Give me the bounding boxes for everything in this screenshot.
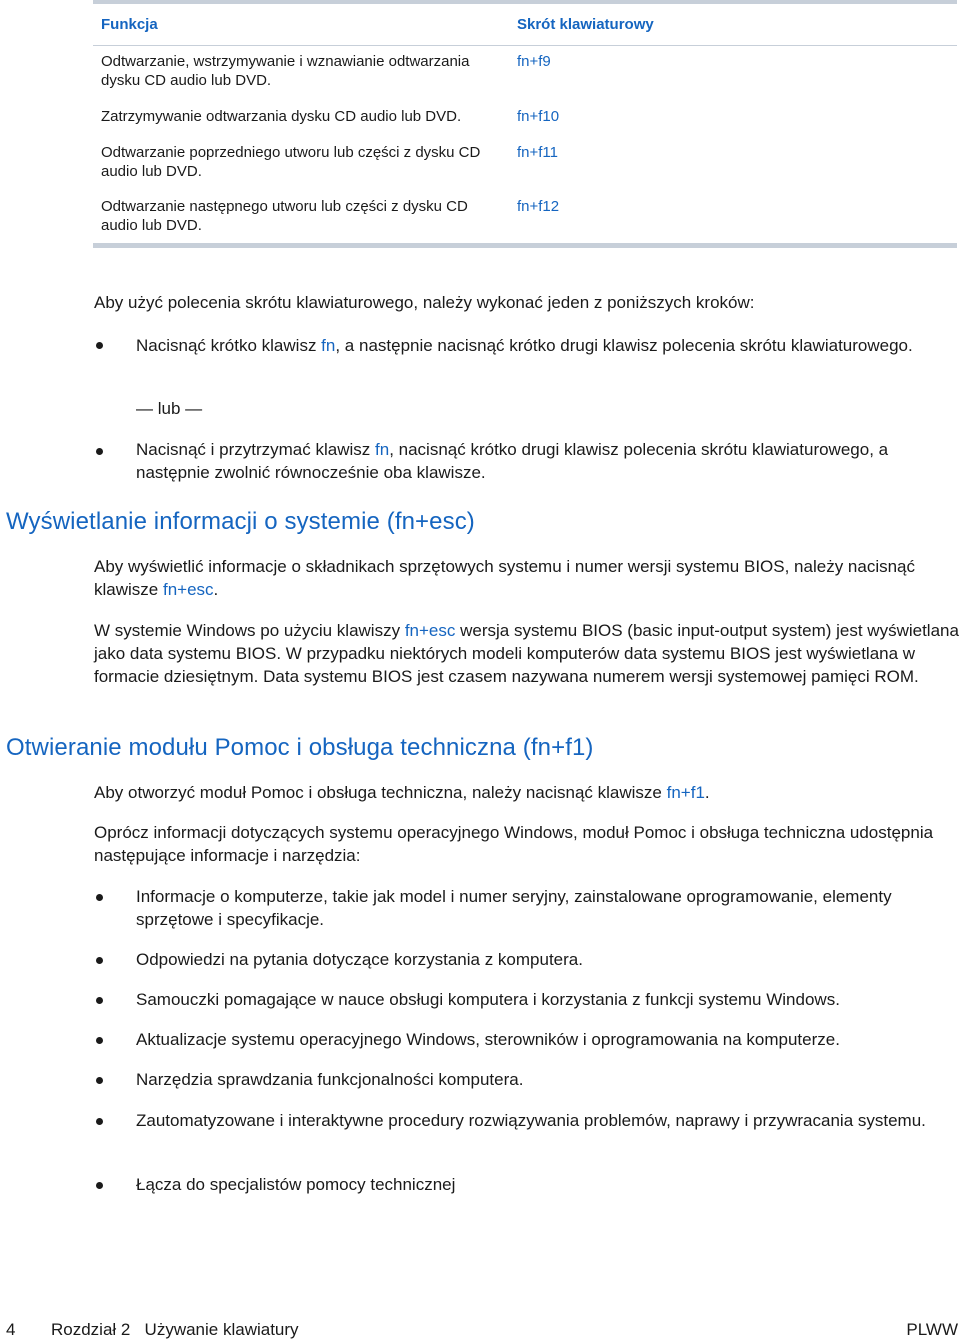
table-cell-function: Odtwarzanie, wstrzymywanie i wznawianie odtwarzania dysku CD audio lub DVD.	[101, 53, 470, 89]
list-item: Informacje o komputerze, takie jak model i numer seryjny, zainstalowane oprogramowanie, elementy sprzętowe i specyfikacje.	[136, 887, 892, 929]
section-paragraph: Aby wyświetlić informacje o składnikach sprzętowych systemu i numer wersji systemu BIOS, należy nacisnąć klawisze fn+esc.	[94, 557, 916, 599]
bullet-icon	[96, 894, 103, 901]
section-heading: Otwieranie modułu Pomoc i obsługa techniczna (fn+f1)	[6, 734, 594, 761]
page-number: 4	[6, 1320, 16, 1339]
or-separator: — lub —	[136, 399, 203, 418]
chapter-title: Rozdział 2 Używanie klawiatury	[51, 1320, 299, 1339]
list-item: Odpowiedzi na pytania dotyczące korzystania z komputera.	[136, 950, 583, 969]
table-cell-function: Zatrzymywanie odtwarzania dysku CD audio lub DVD.	[101, 108, 462, 125]
list-item: Łącza do specjalistów pomocy technicznej	[136, 1175, 456, 1194]
table-bottom-rule	[93, 243, 957, 248]
bullet-icon	[96, 997, 103, 1004]
bullet-icon	[96, 1118, 103, 1125]
section-paragraph: Oprócz informacji dotyczących systemu operacyjnego Windows, moduł Pomoc i obsługa techniczna udostępnia następujące informacje i narzędzia:	[94, 823, 934, 865]
list-item: Aktualizacje systemu operacyjnego Windows, sterowników i oprogramowania na komputerze.	[136, 1030, 840, 1049]
table-cell-shortcut: fn+f9	[517, 53, 551, 70]
table-cell-function: Odtwarzanie poprzedniego utworu lub części z dysku CD audio lub DVD.	[101, 144, 481, 180]
list-item: Samouczki pomagające w nauce obsługi komputera i korzystania z funkcji systemu Windows.	[136, 990, 840, 1009]
table-header-rule	[93, 45, 957, 46]
step-item: Nacisnąć i przytrzymać klawisz fn, nacisnąć krótko drugi klawisz polecenia skrótu klawiaturowego, a następnie zwolnić równocześnie oba klawisze.	[136, 440, 889, 482]
bullet-icon	[96, 957, 103, 964]
section-paragraph: W systemie Windows po użyciu klawiszy fn+esc wersja systemu BIOS (basic input-output system) jest wyświetlana jako data systemu BIOS. W przypadku niektórych modeli komputerów data systemu BIOS jest wyświetlana w formacie dziesiętnym. Data systemu BIOS jest czasem nazywana numerem wersji systemowej pamięci ROM.	[94, 621, 959, 686]
list-item: Narzędzia sprawdzania funkcjonalności komputera.	[136, 1070, 524, 1089]
section-paragraph: Aby otworzyć moduł Pomoc i obsługa techniczna, należy nacisnąć klawisze fn+f1.	[94, 783, 710, 802]
section-heading: Wyświetlanie informacji o systemie (fn+esc)	[6, 508, 475, 535]
document-code: PLWW	[906, 1320, 958, 1339]
step-item: Nacisnąć krótko klawisz fn, a następnie nacisnąć krótko drugi klawisz polecenia skrótu klawiaturowego.	[136, 336, 913, 355]
bullet-icon	[96, 1037, 103, 1044]
bullet-icon	[96, 448, 103, 455]
table-header-shortcut: Skrót klawiaturowy	[517, 16, 654, 33]
list-item: Zautomatyzowane i interaktywne procedury rozwiązywania problemów, naprawy i przywracania systemu.	[136, 1111, 926, 1130]
table-cell-function: Odtwarzanie następnego utworu lub części z dysku CD audio lub DVD.	[101, 198, 468, 234]
bullet-icon	[96, 1077, 103, 1084]
table-top-rule	[93, 0, 957, 4]
table-cell-shortcut: fn+f12	[517, 198, 560, 215]
table-cell-shortcut: fn+f11	[517, 144, 559, 161]
table-header-function: Funkcja	[101, 16, 158, 33]
table-cell-shortcut: fn+f10	[517, 108, 560, 125]
bullet-icon	[96, 342, 103, 349]
bullet-icon	[96, 1182, 103, 1189]
intro-paragraph: Aby użyć polecenia skrótu klawiaturowego, należy wykonać jeden z poniższych kroków:	[94, 293, 755, 312]
